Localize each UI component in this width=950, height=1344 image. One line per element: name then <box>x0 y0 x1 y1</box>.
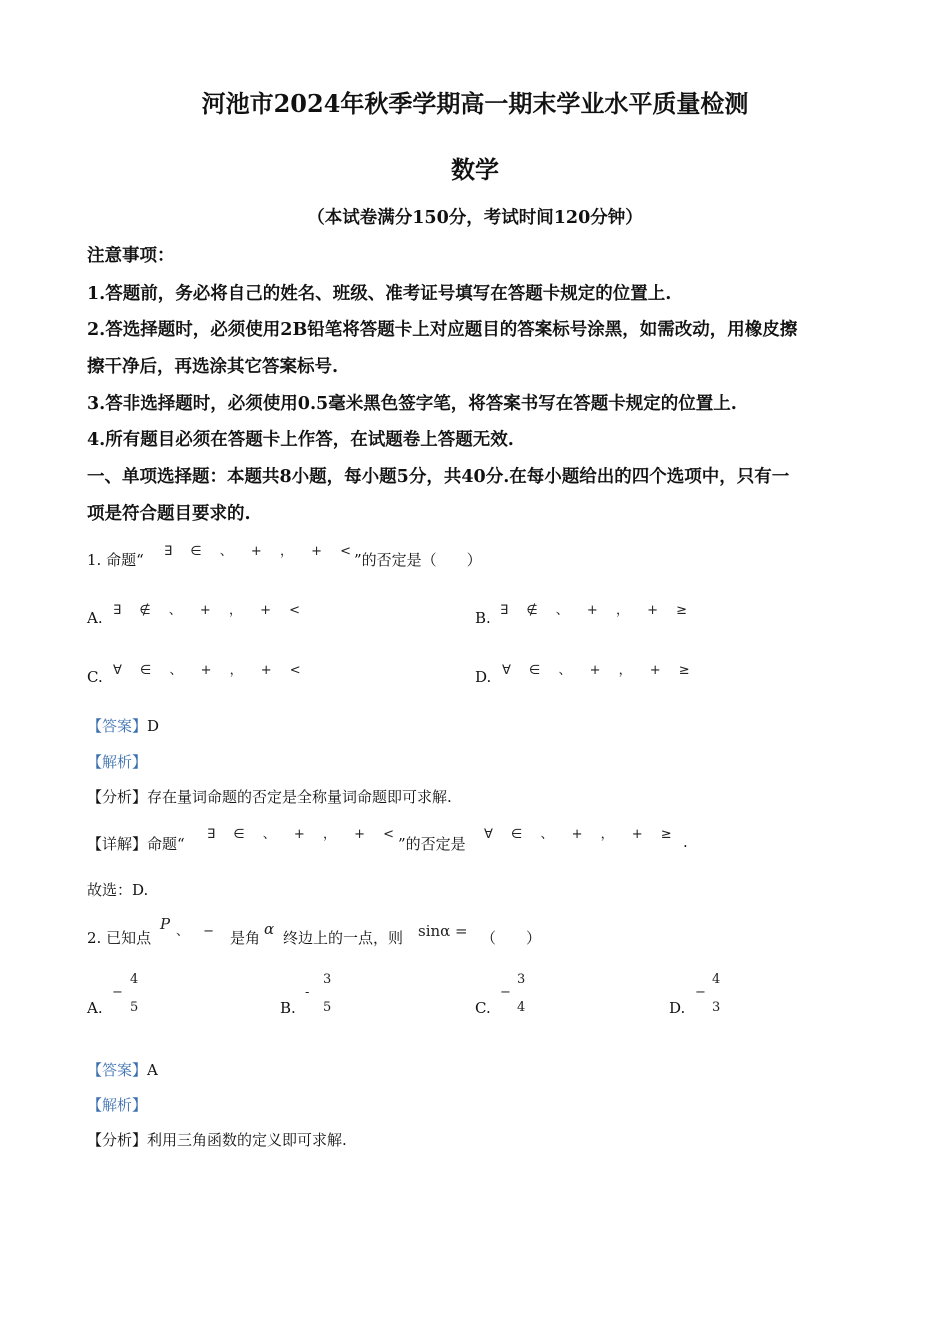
notice-item-2-line-1: 2.答选择题时，必须使用2B铅笔将答题卡上对应题目的答案标号涂黑，如需改动，用橡皮擦 <box>87 320 798 340</box>
q1-option-b-math: ∃ ∉ 、 + ， + ≥ <box>500 603 688 618</box>
q2-option-a-numerator: 4 <box>130 972 139 987</box>
q2-option-c-sign: − <box>500 985 511 1000</box>
q2-answer-row <box>87 1059 158 1080</box>
q2-option-b-label: B. <box>280 999 296 1017</box>
q2-option-a-sign: − <box>112 985 123 1000</box>
q2-stem-mid2: 终边上的一点，则 <box>283 929 404 947</box>
q2-option-d-denominator: 3 <box>712 1000 721 1015</box>
q2-option-d-label: D. <box>669 999 686 1017</box>
q1-option-b-label: B. <box>475 609 491 627</box>
notice-item-3: 3.答非选择题时，必须使用0.5毫米黑色签字笔，将答案书写在答题卡规定的位置上. <box>87 394 737 414</box>
q2-point-coords: 、 − <box>176 924 215 939</box>
q2-option-a-denominator: 5 <box>130 1000 139 1015</box>
q2-answer-tag: 【答案】 <box>87 1061 148 1079</box>
q2-point-p: P <box>160 915 171 933</box>
q2-option-c-numerator: 3 <box>517 972 526 987</box>
q1-stem-prefix: 1. 命题“ <box>87 551 144 569</box>
q2-analysis-tag: 【解析】 <box>87 1096 148 1114</box>
section-heading-line-2: 项是符合题目要求的. <box>87 504 251 524</box>
notice-item-4: 4.所有题目必须在答题卡上作答，在试题卷上答题无效. <box>87 430 514 450</box>
q1-detail-mid: ”的否定是 <box>398 835 466 853</box>
exam-subtitle: （本试卷满分150分，考试时间120分钟） <box>307 208 643 228</box>
q1-detail-prefix-row <box>87 833 185 854</box>
q1-answer-row <box>87 715 159 736</box>
q2-option-b-denominator: 5 <box>323 1000 332 1015</box>
q2-stem-mid: 是角 <box>230 929 261 947</box>
q2-option-c-denominator: 4 <box>517 1000 526 1015</box>
notice-heading: 注意事项： <box>87 246 175 266</box>
q1-stem-suffix: ”的否定是（ ） <box>354 551 482 569</box>
q2-sin-expression: sinα = <box>418 922 468 940</box>
section-heading-line-1: 一、单项选择题：本题共8小题，每小题5分，共40分.在每小题给出的四个选项中，只有一 <box>87 467 790 487</box>
notice-item-2-line-2: 擦干净后，再选涂其它答案标号. <box>87 357 339 377</box>
q1-option-a-label: A. <box>87 609 103 627</box>
q1-answer: D <box>147 717 160 735</box>
q1-detail-prefix: 命题“ <box>147 835 185 853</box>
q2-option-b-numerator: 3 <box>323 972 332 987</box>
q2-option-d-numerator: 4 <box>712 972 721 987</box>
exam-subject: 数学 <box>451 155 499 184</box>
q2-answer: A <box>147 1061 158 1079</box>
notice-item-1: 1.答题前，务必将自己的姓名、班级、准考证号填写在答题卡规定的位置上. <box>87 284 672 304</box>
q2-fenxi-row <box>87 1129 347 1150</box>
q2-stem-suffix: （ ） <box>481 929 542 947</box>
q1-answer-tag: 【答案】 <box>87 717 148 735</box>
q1-option-d-label: D. <box>475 668 492 686</box>
q2-alpha: α <box>264 920 275 938</box>
q2-option-c-label: C. <box>475 999 491 1017</box>
q2-option-d-sign: − <box>695 985 706 1000</box>
q1-detail-math-2: ∀ ∈ 、 + ， + ≥ <box>484 827 672 842</box>
q1-detail-math-1: ∃ ∈ 、 + ， + < <box>207 827 395 842</box>
exam-title: 河池市2024年秋季学期高一期末学业水平质量检测 <box>201 89 749 118</box>
q1-fenxi-row <box>87 786 452 807</box>
q1-fenxi-tag: 【分析】 <box>87 788 148 806</box>
q1-option-a-math: ∃ ∉ 、 + ， + < <box>113 603 301 618</box>
q1-detail-end: . <box>683 833 688 851</box>
q1-stem-math: ∃ ∈ 、 + ， + < <box>164 544 352 559</box>
q2-fenxi-text: 利用三角函数的定义即可求解. <box>147 1131 347 1149</box>
q1-fenxi-text: 存在量词命题的否定是全称量词命题即可求解. <box>147 788 452 806</box>
q1-option-c-math: ∀ ∈ 、 + ， + < <box>113 663 301 678</box>
q1-option-c-label: C. <box>87 668 103 686</box>
q1-option-d-math: ∀ ∈ 、 + ， + ≥ <box>502 663 690 678</box>
q1-conclusion: 故选：D. <box>87 881 149 899</box>
q2-stem-prefix: 2. 已知点 <box>87 929 152 947</box>
q2-option-a-label: A. <box>87 999 103 1017</box>
q2-option-b-sign: - <box>305 985 310 1000</box>
q1-analysis-tag: 【解析】 <box>87 753 148 771</box>
q2-fenxi-tag: 【分析】 <box>87 1131 148 1149</box>
q1-detail-tag: 【详解】 <box>87 835 148 853</box>
